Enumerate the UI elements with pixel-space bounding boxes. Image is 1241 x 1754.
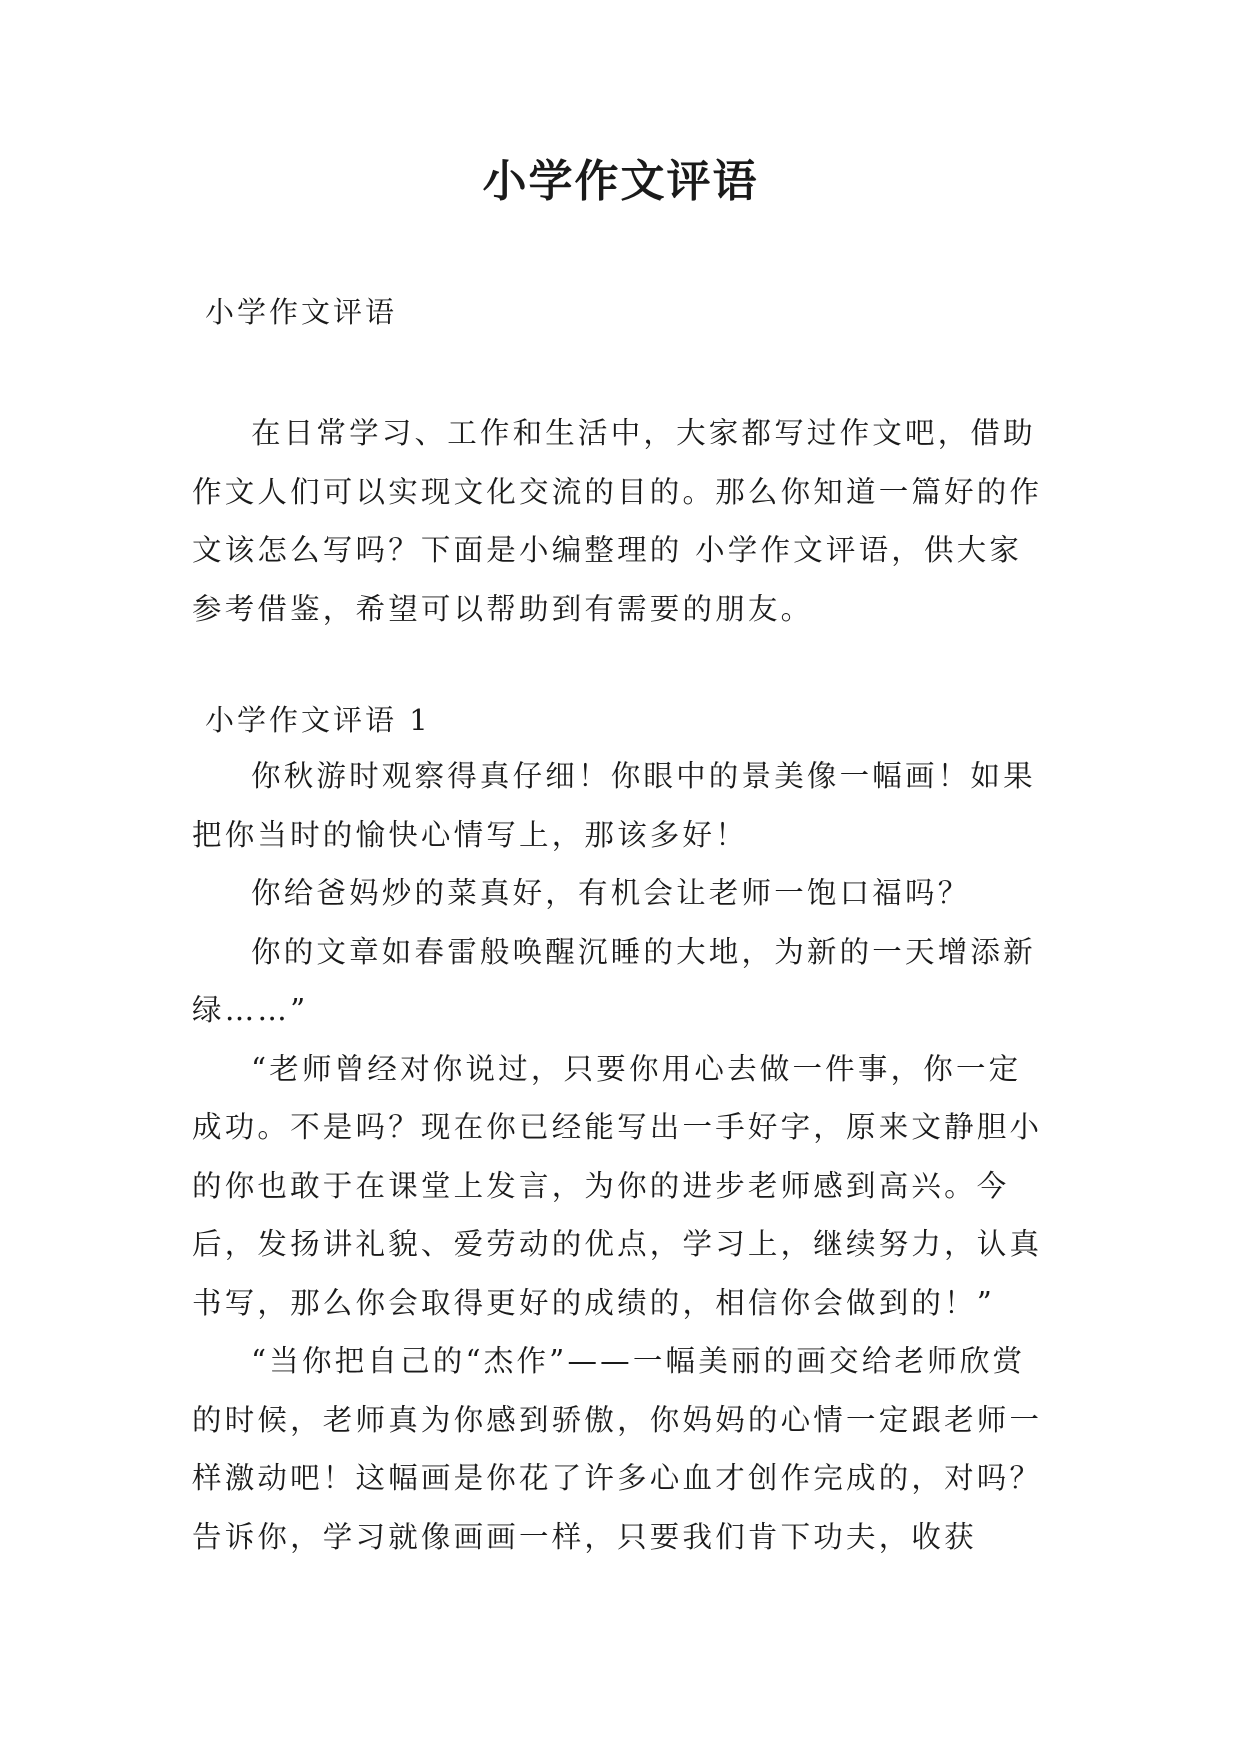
comment-paragraph: “当你把自己的“杰作”——一幅美丽的画交给老师欣赏的时候，老师真为你感到骄傲，你妈妈的心情一定跟老师一样激动吧！这幅画是你花了许多心血才创作完成的，对吗？告诉你，学习就像画画一样，只要我们肯下功夫，收获: [192, 1344, 1043, 1554]
section-heading: 小学作文评语 1: [205, 703, 431, 737]
comment-paragraph: 你秋游时观察得真仔细！你眼中的景美像一幅画！如果把你当时的愉快心情写上，那该多好！: [192, 759, 1036, 852]
comment-paragraph: “老师曾经对你说过，只要你用心去做一件事，你一定成功。不是吗？现在你已经能写出一手好字，原来文静胆小的你也敢于在课堂上发言，为你的进步老师感到高兴。今后，发扬讲礼貌、爱劳动的优点，学习上，继续努力，认真书写，那么你会取得更好的成绩的，相信你会做到的！”: [192, 1051, 1043, 1320]
intro-block: [192, 404, 1052, 638]
intro-paragraph: 在日常学习、工作和生活中，大家都写过作文吧，借助作文人们可以实现文化交流的目的。那么你知道一篇好的作文该怎么写吗？下面是小编整理的 小学作文评语，供大家参考借鉴，希望可以帮助到有需要的朋友。: [192, 416, 1043, 626]
comment-paragraph: 你给爸妈炒的菜真好，有机会让老师一饱口福吗？: [251, 876, 971, 910]
comment-paragraph: 你的文章如春雷般唤醒沉睡的大地，为新的一天增添新绿……”: [192, 934, 1036, 1027]
comments-block: [192, 747, 1052, 1566]
document-title: 小学作文评语: [482, 156, 759, 207]
document-subtitle: 小学作文评语: [205, 295, 398, 329]
